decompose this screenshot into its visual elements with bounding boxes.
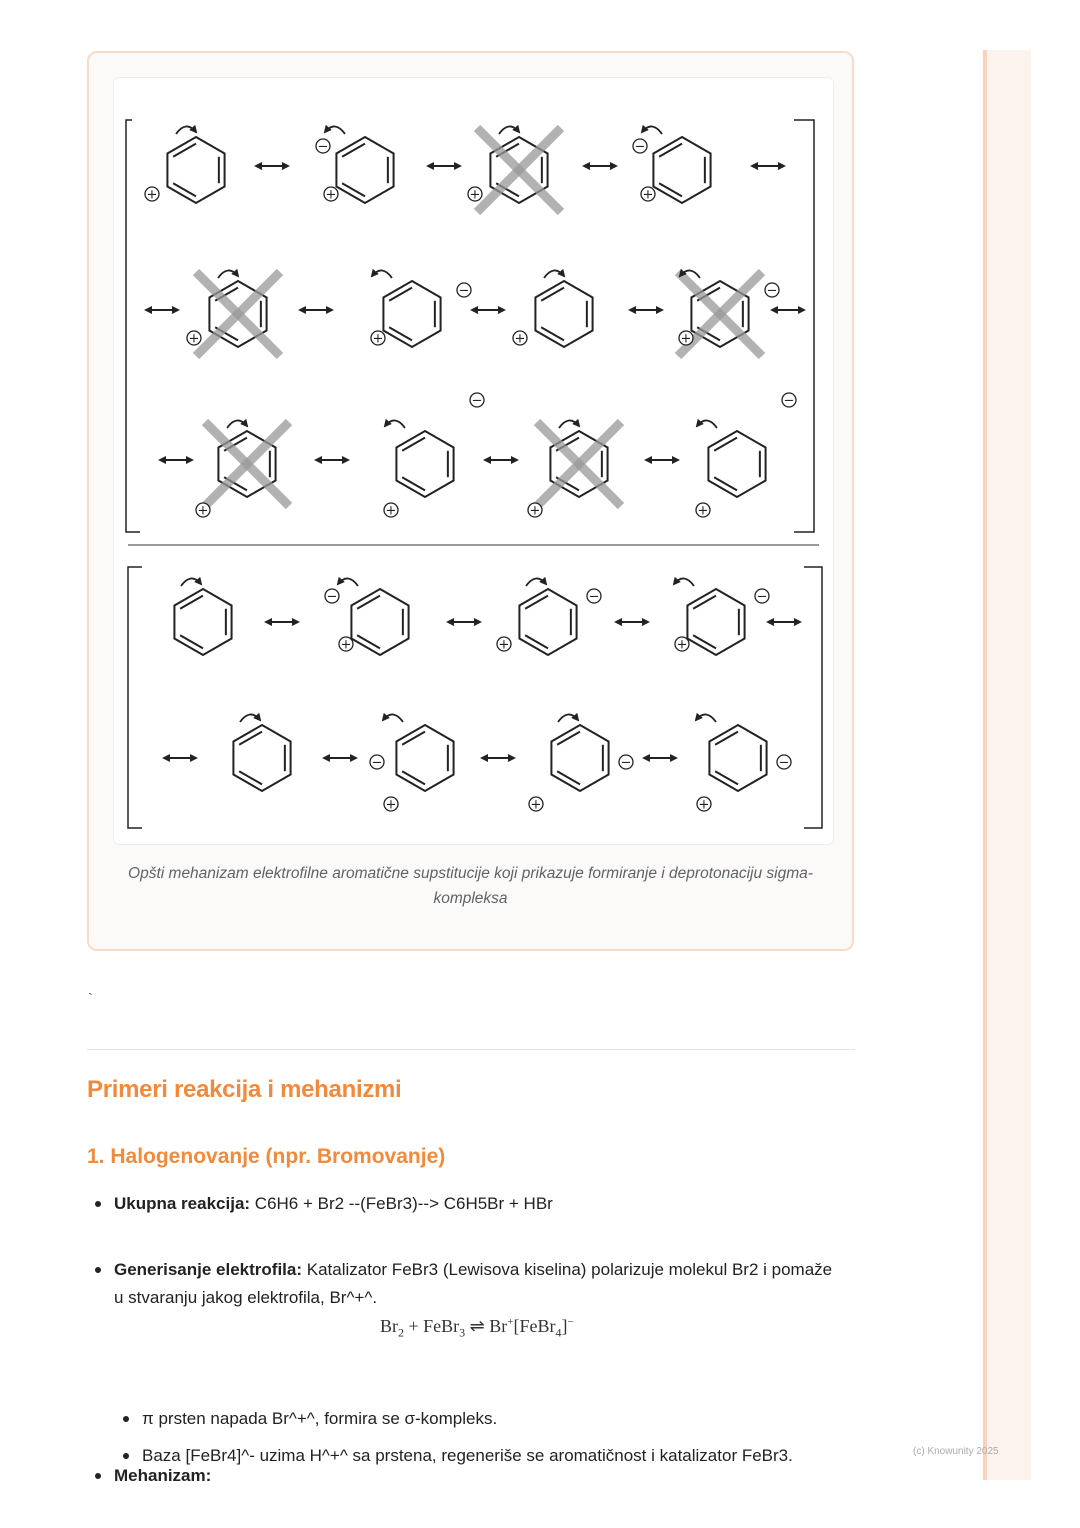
positive-charge-sign: + bbox=[146, 187, 158, 203]
double-bond bbox=[239, 732, 262, 745]
bullet-electrophile bbox=[114, 1256, 834, 1312]
bracket-right-2 bbox=[804, 567, 822, 828]
double-bond bbox=[659, 183, 682, 196]
negative-charge-sign: − bbox=[588, 589, 600, 605]
side-accent-line bbox=[983, 50, 987, 1480]
bullet-text: Katalizator FeBr3 (Lewisova kiselina) polarizuje molekul Br2 i pomaže u stvaranju jakog elektrofila, Br^+^. bbox=[114, 1260, 833, 1307]
positive-charge-sign: + bbox=[325, 187, 337, 203]
eq-sup: − bbox=[567, 1316, 574, 1328]
positive-charge-sign: + bbox=[385, 797, 397, 813]
positive-charge-sign: + bbox=[680, 331, 692, 347]
double-bond bbox=[525, 635, 548, 648]
positive-charge-sign: + bbox=[529, 503, 541, 519]
negative-charge-sign: − bbox=[471, 393, 483, 409]
double-bond bbox=[402, 732, 425, 745]
double-bond bbox=[693, 596, 716, 609]
negative-charge-sign: − bbox=[778, 755, 790, 771]
bullet-overall-reaction bbox=[114, 1190, 834, 1218]
section-title: Primeri reakcija i mehanizmi bbox=[87, 1076, 402, 1103]
double-bond bbox=[714, 438, 737, 451]
double-bond bbox=[715, 732, 738, 745]
double-bond bbox=[357, 635, 380, 648]
double-bond bbox=[693, 635, 716, 648]
benzene-ring bbox=[336, 137, 393, 203]
negative-charge-sign: − bbox=[766, 283, 778, 299]
electron-push-arrow bbox=[674, 578, 694, 586]
benzene-ring bbox=[708, 431, 765, 497]
electron-push-arrow bbox=[385, 420, 405, 428]
positive-charge-sign: + bbox=[372, 331, 384, 347]
eq-sub: 4 bbox=[555, 1325, 562, 1340]
eq-febr4: [FeBr bbox=[513, 1316, 556, 1336]
electron-push-arrow bbox=[383, 714, 403, 722]
double-bond bbox=[557, 732, 580, 745]
sub-bullet-pi-attack: π prsten napada Br^+^, formira se σ-kompleks. bbox=[142, 1405, 497, 1433]
electron-push-arrow bbox=[338, 578, 358, 586]
electron-push-arrow bbox=[558, 714, 578, 722]
electron-push-arrow bbox=[696, 714, 716, 722]
positive-charge-sign: + bbox=[188, 331, 200, 347]
double-bond bbox=[173, 144, 196, 157]
side-panel bbox=[983, 50, 1031, 1480]
equilibrium-equation bbox=[380, 1316, 574, 1341]
electron-push-arrow bbox=[499, 126, 519, 134]
benzene-ring bbox=[233, 725, 290, 791]
electron-push-arrow bbox=[176, 126, 196, 134]
eq-br-cation: Br bbox=[489, 1316, 508, 1336]
sub-bullet-base: Baza [FeBr4]^- uzima H^+^ sa prstena, regeneriše se aromatičnost i katalizator FeBr3. bbox=[142, 1442, 793, 1470]
bullet-text: C6H6 + Br2 --(FeBr3)--> C6H5Br + HBr bbox=[254, 1194, 553, 1213]
benzene-ring bbox=[653, 137, 710, 203]
positive-charge-sign: + bbox=[698, 797, 710, 813]
double-bond bbox=[239, 771, 262, 784]
double-bond bbox=[541, 288, 564, 301]
equilibrium-arrow: ⇌ bbox=[465, 1316, 490, 1336]
double-bond bbox=[525, 596, 548, 609]
benzene-ring bbox=[687, 589, 744, 655]
negative-charge-sign: − bbox=[756, 589, 768, 605]
benzene-ring bbox=[396, 725, 453, 791]
electron-push-arrow bbox=[642, 126, 662, 134]
eq-sub: 2 bbox=[398, 1325, 404, 1340]
eq-bracket: ] bbox=[561, 1316, 568, 1336]
positive-charge-sign: + bbox=[530, 797, 542, 813]
eq-sup: + bbox=[507, 1316, 514, 1328]
double-bond bbox=[389, 288, 412, 301]
electron-push-arrow bbox=[218, 270, 238, 278]
positive-charge-sign: + bbox=[514, 331, 526, 347]
double-bond bbox=[714, 477, 737, 490]
double-bond bbox=[402, 771, 425, 784]
electron-push-arrow bbox=[227, 420, 247, 428]
electron-push-arrow bbox=[240, 714, 260, 722]
section-divider bbox=[87, 1049, 855, 1050]
benzene-ring bbox=[709, 725, 766, 791]
bullet-label: Mehanizam: bbox=[114, 1466, 212, 1485]
electron-push-arrow bbox=[325, 126, 345, 134]
double-bond bbox=[180, 635, 203, 648]
bracket-right bbox=[794, 120, 814, 532]
benzene-ring bbox=[551, 725, 608, 791]
electron-push-arrow bbox=[526, 578, 546, 586]
positive-charge-sign: + bbox=[697, 503, 709, 519]
watermark: (c) Knowunity 2025 bbox=[913, 1446, 999, 1457]
benzene-ring bbox=[351, 589, 408, 655]
double-bond bbox=[173, 183, 196, 196]
section-subtitle: 1. Halogenovanje (npr. Bromovanje) bbox=[87, 1145, 446, 1168]
negative-charge-sign: − bbox=[326, 589, 338, 605]
bracket-left bbox=[126, 120, 140, 532]
benzene-ring bbox=[535, 281, 592, 347]
benzene-ring bbox=[174, 589, 231, 655]
double-bond bbox=[342, 144, 365, 157]
double-bond bbox=[357, 596, 380, 609]
figure-caption: Opšti mehanizam elektrofilne aromatične supstitucije koji prikazuje formiranje i deprotonaciju sigma-kompleksa bbox=[128, 865, 813, 907]
double-bond bbox=[402, 438, 425, 451]
double-bond bbox=[342, 183, 365, 196]
positive-charge-sign: + bbox=[498, 637, 510, 653]
negative-charge-sign: − bbox=[620, 755, 632, 771]
benzene-ring bbox=[519, 589, 576, 655]
eq-br: Br bbox=[380, 1316, 398, 1336]
positive-charge-sign: + bbox=[642, 187, 654, 203]
benzene-ring bbox=[383, 281, 440, 347]
negative-charge-sign: − bbox=[317, 139, 329, 155]
electron-push-arrow bbox=[181, 578, 201, 586]
bullet-label: Generisanje elektrofila: bbox=[114, 1260, 303, 1279]
negative-charge-sign: − bbox=[371, 755, 383, 771]
electron-push-arrow bbox=[559, 420, 579, 428]
mechanism-figure bbox=[113, 77, 834, 845]
figure-card bbox=[87, 51, 854, 951]
positive-charge-sign: + bbox=[197, 503, 209, 519]
double-bond bbox=[659, 144, 682, 157]
positive-charge-sign: + bbox=[385, 503, 397, 519]
negative-charge-sign: − bbox=[783, 393, 795, 409]
double-bond bbox=[541, 327, 564, 340]
negative-charge-sign: − bbox=[458, 283, 470, 299]
positive-charge-sign: + bbox=[676, 637, 688, 653]
positive-charge-sign: + bbox=[469, 187, 481, 203]
eq-sub: 3 bbox=[459, 1325, 466, 1340]
benzene-ring bbox=[167, 137, 224, 203]
double-bond bbox=[180, 596, 203, 609]
stray-mark: ` bbox=[88, 990, 93, 1006]
resonance-diagram bbox=[114, 78, 833, 844]
double-bond bbox=[715, 771, 738, 784]
electron-push-arrow bbox=[372, 270, 392, 278]
double-bond bbox=[557, 771, 580, 784]
negative-charge-sign: − bbox=[634, 139, 646, 155]
double-bond bbox=[402, 477, 425, 490]
double-bond bbox=[389, 327, 412, 340]
electron-push-arrow bbox=[544, 270, 564, 278]
bracket-left-2 bbox=[128, 567, 142, 828]
electron-push-arrow bbox=[697, 420, 717, 428]
positive-charge-sign: + bbox=[340, 637, 352, 653]
bullet-label: Ukupna reakcija: bbox=[114, 1194, 251, 1213]
eq-febr3: + FeBr bbox=[404, 1316, 460, 1336]
benzene-ring bbox=[396, 431, 453, 497]
